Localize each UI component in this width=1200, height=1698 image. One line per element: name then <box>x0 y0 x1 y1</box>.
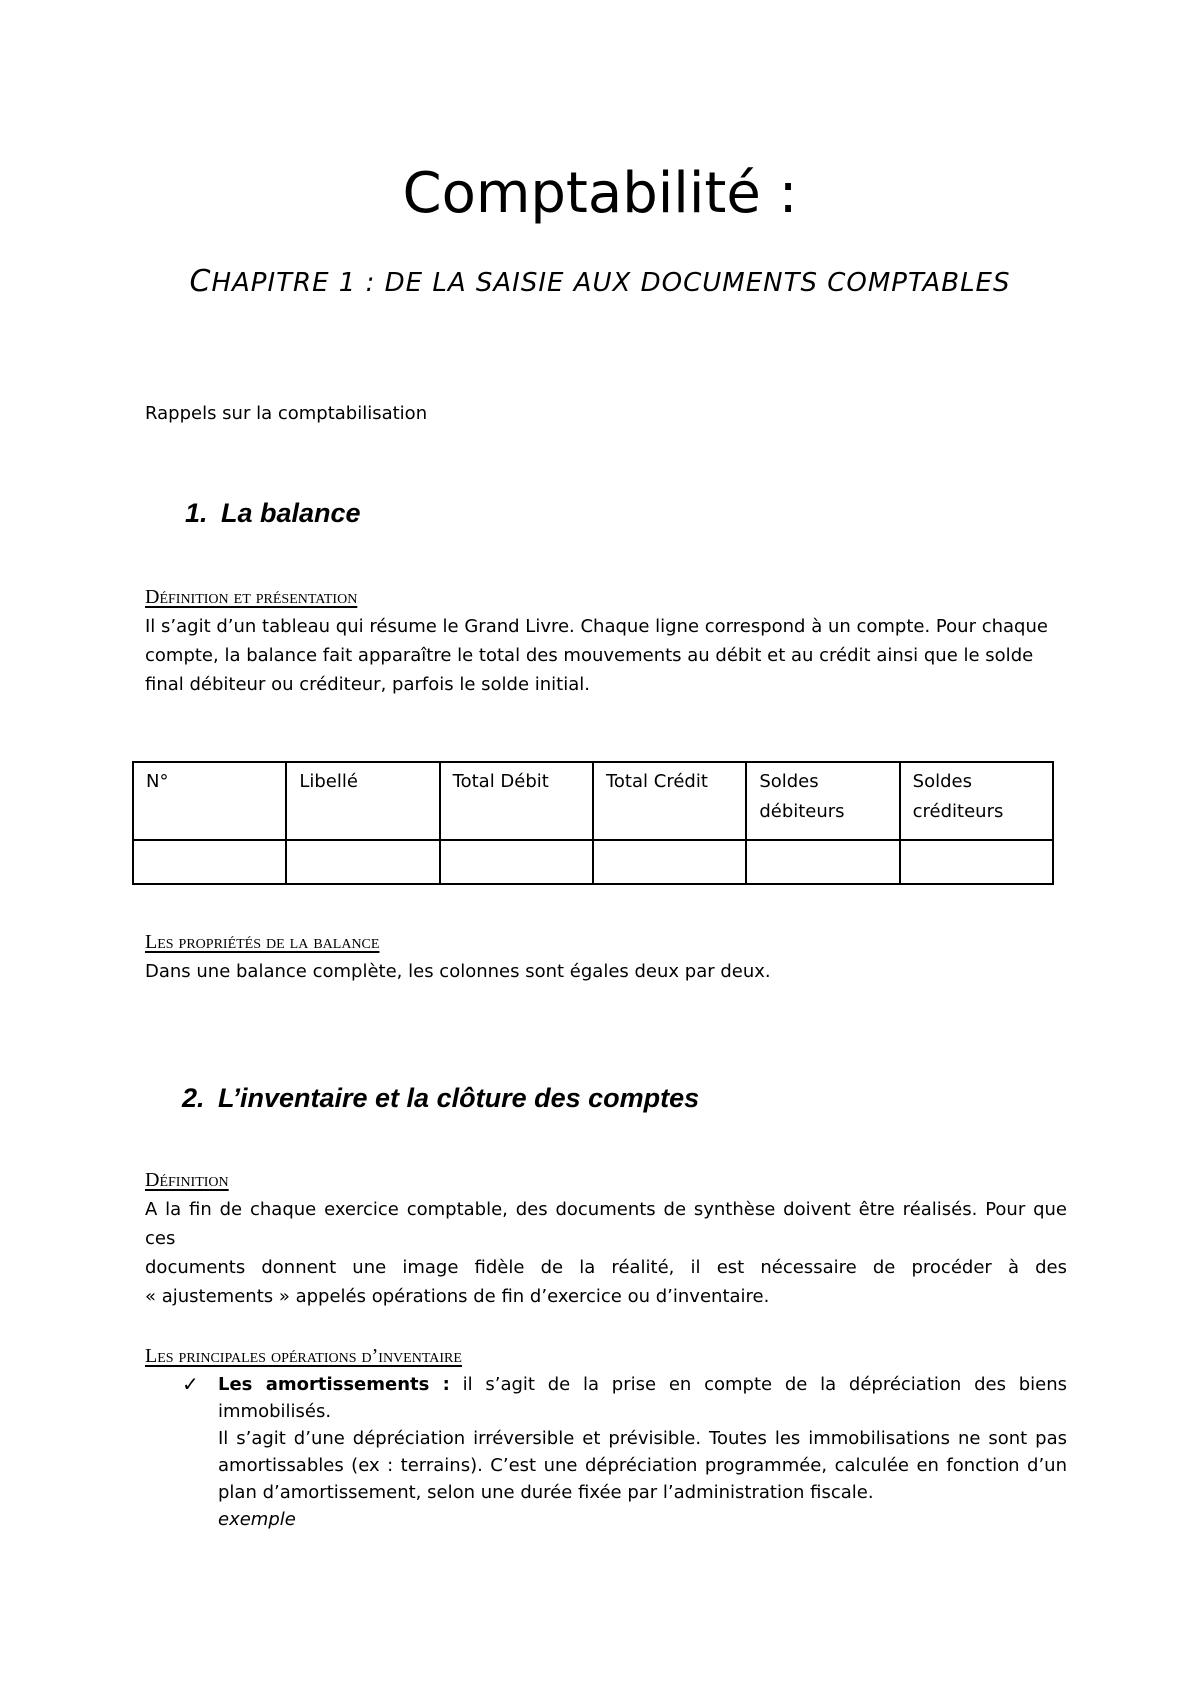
column-header-soldes-crediteurs: Soldes créditeurs <box>900 762 1053 840</box>
paragraph-line: documents donnent une image fidèle de la réalité, il est nécessaire de procéder à des <box>145 1257 1067 1278</box>
paragraph-line <box>218 1371 1067 1425</box>
column-header-total-debit: Total Débit <box>440 762 593 840</box>
chapter-subtitle: DE LA SAISIE AUX DOCUMENTS COMPTABLES <box>384 268 1011 298</box>
balance-definition-paragraph: Il s’agit d’un tableau qui résume le Grand Livre. Chaque ligne correspond à un compte. Pour chaque compte, la balance fait apparaître le total des mouvements au débit et au crédit ainsi que le solde final débiteur ou créditeur, parfois le solde initial. <box>145 616 1048 695</box>
table-cell <box>593 840 746 884</box>
column-header-numero: N° <box>133 762 286 840</box>
section-2-number: 2. <box>182 1083 205 1113</box>
table-cell <box>746 840 899 884</box>
balance-table-header-row <box>133 762 1053 840</box>
paragraph-line: plan d’amortissement, selon une durée fixée par l’administration fiscale. <box>218 1482 874 1503</box>
table-row <box>133 840 1053 884</box>
section-2-heading <box>182 1080 699 1116</box>
balance-properties-paragraph: Dans une balance complète, les colonnes sont égales deux par deux. <box>145 961 771 982</box>
column-header-soldes-debiteurs: Soldes débiteurs <box>746 762 899 840</box>
balance-table <box>132 761 1054 885</box>
paragraph-line: amortissables (ex : terrains). C’est une dépréciation programmée, calculée en fonction d’un <box>218 1455 1067 1476</box>
paragraph-line: « ajustements » appelés opérations de fin d’exercice ou d’inventaire. <box>145 1286 770 1307</box>
table-cell <box>440 840 593 884</box>
balance-properties-heading: Les propriétés de la balance <box>145 931 380 953</box>
table-cell <box>286 840 439 884</box>
chapter-heading <box>0 264 1200 301</box>
definition-presentation-heading: Définition et présentation <box>145 586 358 608</box>
rappels-text: Rappels sur la comptabilisation <box>145 403 428 424</box>
column-header-total-credit: Total Crédit <box>593 762 746 840</box>
amortissements-text <box>218 1371 1067 1533</box>
inventory-definition-paragraph <box>145 1195 1067 1311</box>
paragraph-line: Il s’agit d’une dépréciation irréversible et prévisible. Toutes les immobilisations ne sont pas <box>218 1428 1067 1449</box>
inventory-definition-heading: Définition <box>145 1169 229 1191</box>
section-1-heading <box>185 495 361 531</box>
section-1-number: 1. <box>185 498 208 528</box>
section-2-title: L’inventaire et la clôture des comptes <box>218 1083 700 1113</box>
paragraph-line: A la fin de chaque exercice comptable, des documents de synthèse doivent être réalisés. Pour que ces <box>145 1199 1067 1249</box>
table-cell <box>133 840 286 884</box>
amortissements-label: Les amortissements : <box>218 1374 450 1395</box>
section-1-title: La balance <box>221 498 361 528</box>
checkmark-icon: ✓ <box>182 1372 199 1396</box>
chapter-label: HAPITRE 1 : <box>211 268 385 298</box>
table-cell <box>900 840 1053 884</box>
column-header-libelle: Libellé <box>286 762 439 840</box>
chapter-initial: C <box>189 264 212 299</box>
inventory-operations-heading: Les principales opérations d’inventaire <box>145 1345 462 1367</box>
example-label: exemple <box>218 1509 296 1530</box>
document-title: Comptabilité : <box>402 161 798 226</box>
amortissements-line-1: il s’agit de la prise en compte de la dépréciation des biens immobilisés. <box>218 1374 1067 1422</box>
